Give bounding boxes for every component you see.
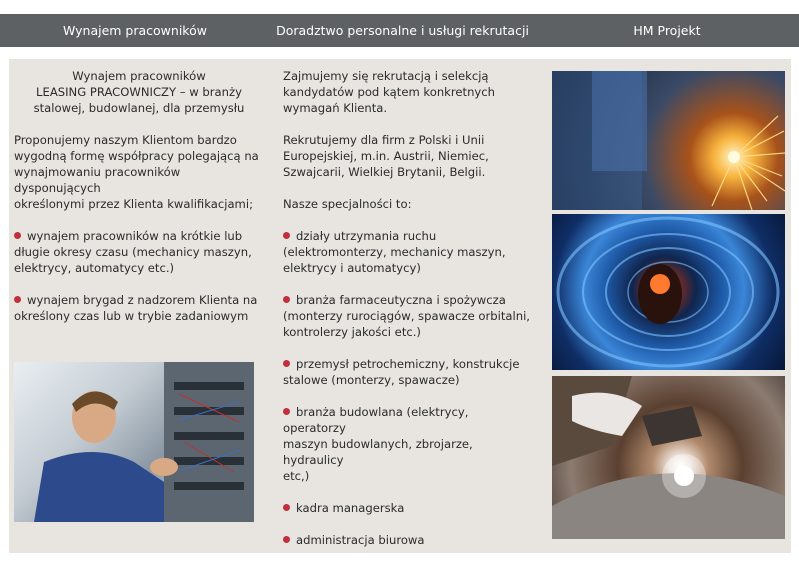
bullet-dot-icon bbox=[283, 408, 290, 415]
paragraph-line: Zajmujemy się rekrutacją i selekcją bbox=[283, 69, 489, 83]
top-navigation-bar bbox=[0, 14, 799, 47]
list-item bbox=[283, 500, 533, 516]
list-item-text: etc,) bbox=[283, 469, 310, 483]
intro-line: wynajmowaniu pracowników dysponujących bbox=[14, 165, 181, 195]
left-column bbox=[14, 68, 264, 324]
list-item bbox=[283, 404, 533, 484]
bullet-dot-icon bbox=[14, 232, 21, 239]
photo-welder-in-tube bbox=[552, 214, 785, 370]
list-item-text: stalowe (monterzy, spawacze) bbox=[283, 373, 460, 387]
left-title-line-1: Wynajem pracowników bbox=[72, 69, 206, 83]
welding-illustration-icon bbox=[552, 376, 785, 539]
list-item-text: kadra managerska bbox=[296, 501, 405, 515]
list-item bbox=[283, 356, 533, 388]
intro-line: Proponujemy naszym Klientom bardzo bbox=[14, 133, 237, 147]
list-item bbox=[14, 228, 264, 276]
bullet-dot-icon bbox=[283, 232, 290, 239]
intro-line: określonymi przez Klienta kwalifikacjami; bbox=[14, 197, 253, 211]
paragraph-line: Rekrutujemy dla firm z Polski i Unii bbox=[283, 133, 485, 147]
photo-technician-at-switchboard bbox=[14, 362, 254, 522]
list-item-text: (monterzy rurociągów, spawacze orbitalni, bbox=[283, 309, 530, 323]
list-item-text: branża budowlana (elektrycy, operatorzy bbox=[283, 405, 469, 435]
paragraph-line: Europejskiej, m.in. Austrii, Niemiec, bbox=[283, 149, 489, 163]
specialties-heading: Nasze specjalności to: bbox=[283, 197, 412, 211]
list-item-text: maszyn budowlanych, zbrojarze, hydraulicy bbox=[283, 437, 473, 467]
tube-illustration-icon bbox=[552, 214, 785, 370]
list-item-text: określony czas lub w trybie zadaniowym bbox=[14, 309, 249, 323]
bullet-dot-icon bbox=[283, 504, 290, 511]
paragraph-line: wymagań Klienta. bbox=[283, 101, 388, 115]
list-item-text: elektrycy i automatycy) bbox=[283, 261, 421, 275]
left-title-line-2: LEASING PRACOWNICZY – w branży bbox=[36, 85, 242, 99]
tab-hm-projekt[interactable]: HM Projekt bbox=[633, 23, 701, 38]
list-item bbox=[283, 532, 533, 548]
list-item-text: przemysł petrochemiczny, konstrukcje bbox=[296, 357, 520, 371]
tab-wynajem-pracownikow[interactable]: Wynajem pracowników bbox=[63, 23, 207, 38]
bullet-dot-icon bbox=[283, 360, 290, 367]
list-item bbox=[283, 292, 533, 340]
photo-grinding-sparks bbox=[552, 71, 785, 210]
list-item-text: kontrolerzy jakości etc.) bbox=[283, 325, 421, 339]
bullet-dot-icon bbox=[283, 536, 290, 543]
middle-column bbox=[283, 68, 533, 548]
intro-line: wygodną formę współpracy polegającą na bbox=[14, 149, 259, 163]
bullet-dot-icon bbox=[283, 296, 290, 303]
left-title-line-3: stalowej, budowlanej, dla przemysłu bbox=[33, 101, 245, 115]
tab-doradztwo-personalne[interactable]: Doradztwo personalne i usługi rekrutacji bbox=[276, 23, 529, 38]
list-item-text: (elektromonterzy, mechanicy maszyn, bbox=[283, 245, 506, 259]
list-item bbox=[283, 228, 533, 276]
sparks-illustration-icon bbox=[552, 71, 785, 210]
paragraph-line: kandydatów pod kątem konkretnych bbox=[283, 85, 496, 99]
list-item-text: działy utrzymania ruchu bbox=[296, 229, 437, 243]
list-item-text: branża farmaceutyczna i spożywcza bbox=[296, 293, 506, 307]
list-item-text: długie okresy czasu (mechanicy maszyn, bbox=[14, 245, 252, 259]
list-item-text: wynajem brygad z nadzorem Klienta na bbox=[27, 293, 258, 307]
list-item-text: wynajem pracowników na krótkie lub bbox=[27, 229, 243, 243]
bullet-dot-icon bbox=[14, 296, 21, 303]
paragraph-line: Szwajcarii, Wielkiej Brytanii, Belgii. bbox=[283, 165, 486, 179]
list-item bbox=[14, 292, 264, 324]
list-item-text: elektrycy, automatycy etc.) bbox=[14, 261, 175, 275]
technician-illustration-icon bbox=[14, 362, 254, 522]
list-item-text: administracja biurowa bbox=[296, 533, 425, 547]
photo-tig-welding bbox=[552, 376, 785, 539]
